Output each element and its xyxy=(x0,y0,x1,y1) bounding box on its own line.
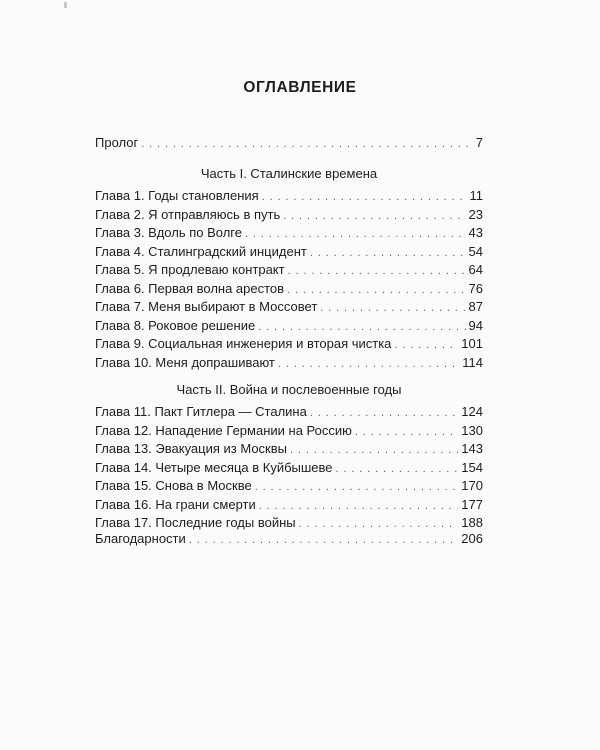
entry-label: Глава 6. Первая волна арестов xyxy=(95,280,285,296)
entry-label: Глава 14. Четыре месяца в Куйбышеве xyxy=(95,459,333,475)
entry-page: 54 xyxy=(468,243,483,259)
entry-label: Глава 8. Роковое решение xyxy=(95,317,256,333)
leader-dots xyxy=(258,318,465,336)
entry-page: 64 xyxy=(468,262,483,277)
leader-dots xyxy=(336,460,459,478)
entry-page: 154 xyxy=(461,459,483,475)
leader-dots xyxy=(320,299,465,317)
scan-mark xyxy=(64,2,67,8)
entry-page: 43 xyxy=(468,225,483,240)
leader-dots xyxy=(287,281,465,299)
toc-entry[interactable] xyxy=(95,298,483,316)
entry-page: 177 xyxy=(461,496,483,512)
toc-entry-acknowledgements[interactable] xyxy=(95,530,483,548)
toc-entry-prologue[interactable] xyxy=(95,134,483,152)
entry-page: 124 xyxy=(461,404,483,419)
leader-dots xyxy=(310,404,458,422)
entry-page: 114 xyxy=(462,354,483,370)
leader-dots xyxy=(278,355,459,373)
toc-entry[interactable] xyxy=(95,335,483,353)
entry-label: Глава 7. Меня выбирают в Моссовет xyxy=(95,299,318,314)
toc-entry[interactable] xyxy=(95,243,483,261)
leader-dots xyxy=(394,336,458,354)
entry-page: 7 xyxy=(475,135,483,150)
entry-label: Глава 3. Вдоль по Волге xyxy=(95,225,242,240)
entry-page: 130 xyxy=(461,422,483,438)
toc-entry[interactable] xyxy=(95,459,483,477)
leader-dots xyxy=(355,423,458,441)
entry-label: Глава 12. Нападение Германии на Россию xyxy=(95,422,352,438)
entry-label: Глава 1. Годы становления xyxy=(95,188,259,203)
entry-label: Глава 16. На грани смерти xyxy=(95,496,256,512)
leader-dots xyxy=(290,441,458,459)
leader-dots xyxy=(141,135,473,153)
entry-label: Благодарности xyxy=(95,531,186,546)
toc-entry[interactable] xyxy=(95,354,483,372)
entry-label: Глава 11. Пакт Гитлера — Сталина xyxy=(95,404,307,419)
toc-entry[interactable] xyxy=(95,280,483,298)
entry-label: Глава 5. Я продлеваю контракт xyxy=(95,262,285,277)
entry-label: Глава 10. Меня допрашивают xyxy=(95,354,275,370)
leader-dots xyxy=(189,531,459,549)
entry-page: 188 xyxy=(461,515,483,530)
leader-dots xyxy=(283,207,465,225)
toc-entry[interactable] xyxy=(95,477,483,495)
toc-entry[interactable] xyxy=(95,206,483,224)
entry-page: 87 xyxy=(468,299,483,314)
entry-page: 143 xyxy=(461,441,483,456)
leader-dots xyxy=(262,188,467,206)
part-heading: Часть II. Война и послевоенные годы xyxy=(176,382,402,397)
entry-page: 76 xyxy=(468,280,483,296)
toc-entry[interactable] xyxy=(95,224,483,242)
entry-label: Глава 15. Снова в Москве xyxy=(95,478,252,493)
entry-page: 94 xyxy=(468,317,483,333)
entry-page: 170 xyxy=(461,478,483,493)
leader-dots xyxy=(245,225,466,243)
toc-entry[interactable] xyxy=(95,187,483,205)
toc-entry[interactable] xyxy=(95,317,483,335)
entry-page: 11 xyxy=(469,188,483,203)
toc-entry[interactable] xyxy=(95,440,483,458)
entry-page: 101 xyxy=(461,336,483,351)
leader-dots xyxy=(255,478,459,496)
toc-entry[interactable] xyxy=(95,403,483,421)
entry-label: Глава 4. Сталинградский инцидент xyxy=(95,243,307,259)
entry-label: Глава 2. Я отправляюсь в путь xyxy=(95,206,281,222)
entry-label: Глава 17. Последние годы войны xyxy=(95,515,296,530)
leader-dots xyxy=(288,262,466,280)
toc-entry[interactable] xyxy=(95,261,483,279)
entry-page: 206 xyxy=(461,531,483,546)
toc-entry[interactable] xyxy=(95,496,483,514)
entry-label: Глава 13. Эвакуация из Москвы xyxy=(95,441,287,456)
toc-entry[interactable] xyxy=(95,422,483,440)
toc-title: ОГЛАВЛЕНИЕ xyxy=(243,79,357,96)
entry-label: Глава 9. Социальная инженерия и вторая чистка xyxy=(95,336,392,351)
entry-label: Пролог xyxy=(95,135,139,150)
leader-dots xyxy=(310,244,466,262)
entry-page: 23 xyxy=(468,206,483,222)
part-heading: Часть I. Сталинские времена xyxy=(200,166,378,181)
leader-dots xyxy=(259,497,459,515)
